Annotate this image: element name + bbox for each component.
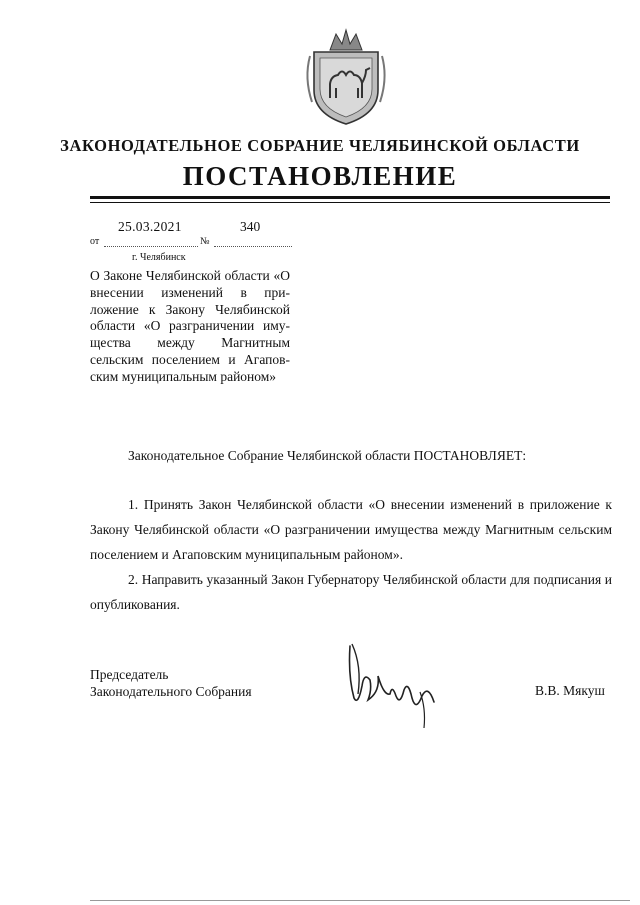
- date-label: от: [90, 236, 100, 247]
- number-underline: [214, 246, 292, 247]
- signatory-name: В.В. Мякуш: [535, 683, 605, 698]
- city-label: г. Челябинск: [132, 252, 186, 263]
- header-divider-thick: [90, 196, 610, 199]
- paragraph-2: 2. Направить указанный Закон Губернатору Челябинской области для подписания и опубликования.: [90, 572, 612, 612]
- page-bottom-edge: [90, 900, 630, 901]
- document-number: 340: [240, 219, 261, 234]
- number-label: №: [200, 236, 210, 247]
- paragraph-1: 1. Принять Закон Челябинской области «О внесении изменений в приложение к Закону Челябинской области «О разграничении имущества между Магнитным сельским поселением и Агаповским муниципальным районом».: [90, 497, 612, 562]
- document-date: 25.03.2021: [118, 219, 182, 234]
- date-underline: [104, 246, 198, 247]
- decree-line: Законодательное Собрание Челябинской области ПОСТАНОВЛЯЕТ:: [128, 448, 527, 463]
- header-divider-thin: [90, 202, 610, 203]
- signatory-title-line-1: Председатель: [90, 667, 169, 682]
- handwritten-signature: [340, 636, 440, 736]
- coat-of-arms-emblem: [300, 28, 392, 128]
- signatory-title: [90, 666, 252, 700]
- organization-title: ЗАКОНОДАТЕЛЬНОЕ СОБРАНИЕ ЧЕЛЯБИНСКОЙ ОБЛАСТИ: [60, 136, 580, 155]
- document-type-title: ПОСТАНОВЛЕНИЕ: [182, 161, 458, 191]
- document-subject: О Законе Челябинской области «О внесении изменений в приложение к Закону Челябинской области «О разграничении имущества между Магнитным сельским поселением и Агаповским муниципальным районом»: [90, 268, 290, 384]
- signatory-title-line-2: Законодательного Собрания: [90, 684, 252, 699]
